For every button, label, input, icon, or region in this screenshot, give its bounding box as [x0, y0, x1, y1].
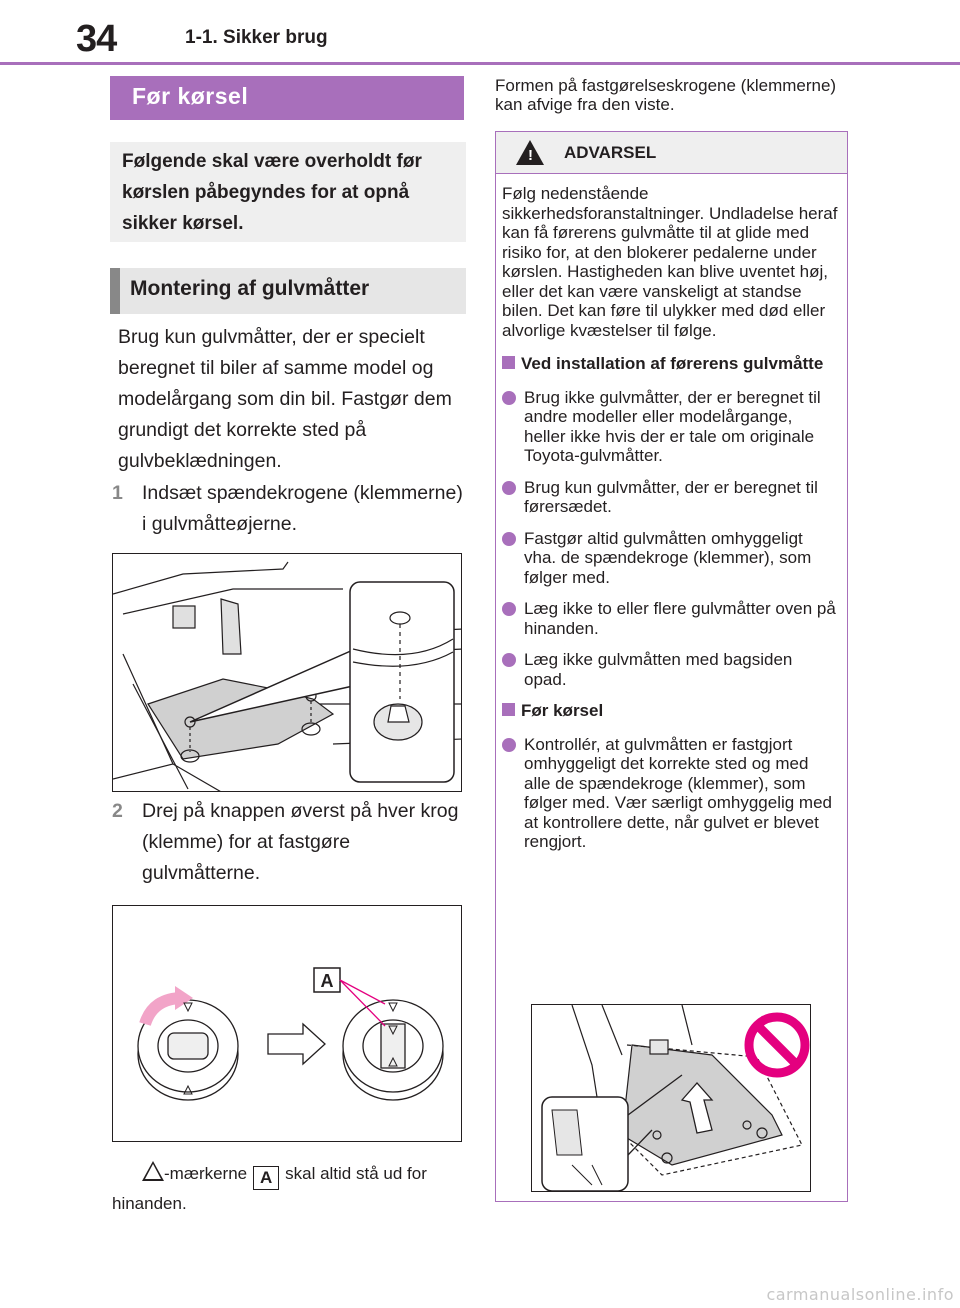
section-title: 1-1. Sikker brug: [185, 27, 328, 48]
step-text: Drej på knappen øverst på hver krog (klemme) for at fastgøre gulvmåtterne.: [142, 800, 459, 884]
watermark: carmanualsonline.info: [766, 1285, 954, 1304]
callout-a-box: A: [253, 1166, 279, 1190]
floor-mat-illustration: [113, 554, 462, 792]
warning-label: ADVARSEL: [564, 143, 657, 162]
step-number: 2: [112, 800, 123, 822]
bullet-dot-icon: [502, 602, 516, 616]
warning-body: [502, 184, 838, 864]
step-text: Indsæt spændekrogene (klemmerne) i gulvmåtteøjerne.: [142, 482, 463, 535]
incorrect-mat-illustration: [532, 1005, 811, 1192]
incorrect-mat-figure: [531, 1004, 811, 1192]
warning-bullet: Læg ikke gulvmåtten med bagsiden opad.: [502, 650, 838, 689]
warning-subheading-2: Før kørsel: [502, 701, 838, 721]
caption-part2: skal altid stå ud for hinanden.: [112, 1164, 427, 1213]
bullet-dot-icon: [502, 481, 516, 495]
caption-part1: -mærkerne: [164, 1164, 248, 1183]
warning-header: ! ADVARSEL: [496, 132, 847, 174]
clip-shape-note: Formen på fastgørelseskrogene (klemmerne) kan afvige fra den viste.: [495, 76, 837, 114]
warning-bullet: Brug ikke gulvmåtter, der er beregnet til andre modeller eller modelårgange, heller ikke hvis der er tale om originale Toyota-gulvmåtter.: [502, 388, 838, 466]
intro-box: Følgende skal være overholdt før kørslen påbegyndes for at opnå sikker kørsel.: [110, 142, 466, 242]
warning-bullet: Kontrollér, at gulvmåtten er fastgjort omhyggeligt det korrekte sted og med alle de spændekroge (klemmer), som følger med. Vær særligt omhyggelig med at kontrollere dette, når gulvet er blevet rengjort.: [502, 735, 838, 852]
callout-a-label: A: [320, 971, 334, 991]
step-1: [112, 478, 468, 540]
triangle-mark-icon: [142, 1161, 164, 1181]
warning-bullet: Brug kun gulvmåtter, der er beregnet til førersædet.: [502, 478, 838, 517]
step-number: 1: [112, 482, 123, 504]
prohibited-icon: [749, 1017, 805, 1073]
bullet-dot-icon: [502, 532, 516, 546]
step-2: [112, 796, 468, 889]
square-bullet-icon: [502, 356, 515, 369]
warning-subheading-1: Ved installation af førerens gulvmåtte: [502, 354, 838, 374]
body-paragraph: Brug kun gulvmåtter, der er specielt beregnet til biler af samme model og modelårgang som din bil. Fastgør dem grundigt det korrekte sted på gulvbeklædningen.: [118, 326, 452, 472]
bullet-dot-icon: [502, 653, 516, 667]
floor-mat-figure: [112, 553, 462, 792]
warning-intro: Følg nedenstående sikkerhedsforanstaltninger. Undladelse heraf kan få førerens gulvmåtte til at glide med risiko for, at den blokerer pedalerne under kørslen. Hastigheden kan blive uventet høj, eller det kan være vanskeligt at standse bilen. Det kan føre til ulykker med død eller alvorlige kvæstelser til følge.: [502, 184, 838, 340]
bullet-dot-icon: [502, 738, 516, 752]
page-number: 34: [76, 18, 117, 60]
clip-rotation-figure: [112, 905, 462, 1142]
warning-bullet: Læg ikke to eller flere gulvmåtter oven på hinanden.: [502, 599, 838, 638]
clip-rotation-illustration: [113, 906, 462, 1142]
section-heading: Før kørsel: [110, 76, 464, 120]
figure-caption: [112, 1160, 472, 1218]
square-bullet-icon: [502, 703, 515, 716]
bullet-dot-icon: [502, 391, 516, 405]
warning-bullet: Fastgør altid gulvmåtten omhyggeligt vha. de spændekroge (klemmer), som følger med.: [502, 529, 838, 588]
subsection-heading: Montering af gulvmåtter: [110, 268, 466, 314]
header-rule: [0, 62, 960, 65]
